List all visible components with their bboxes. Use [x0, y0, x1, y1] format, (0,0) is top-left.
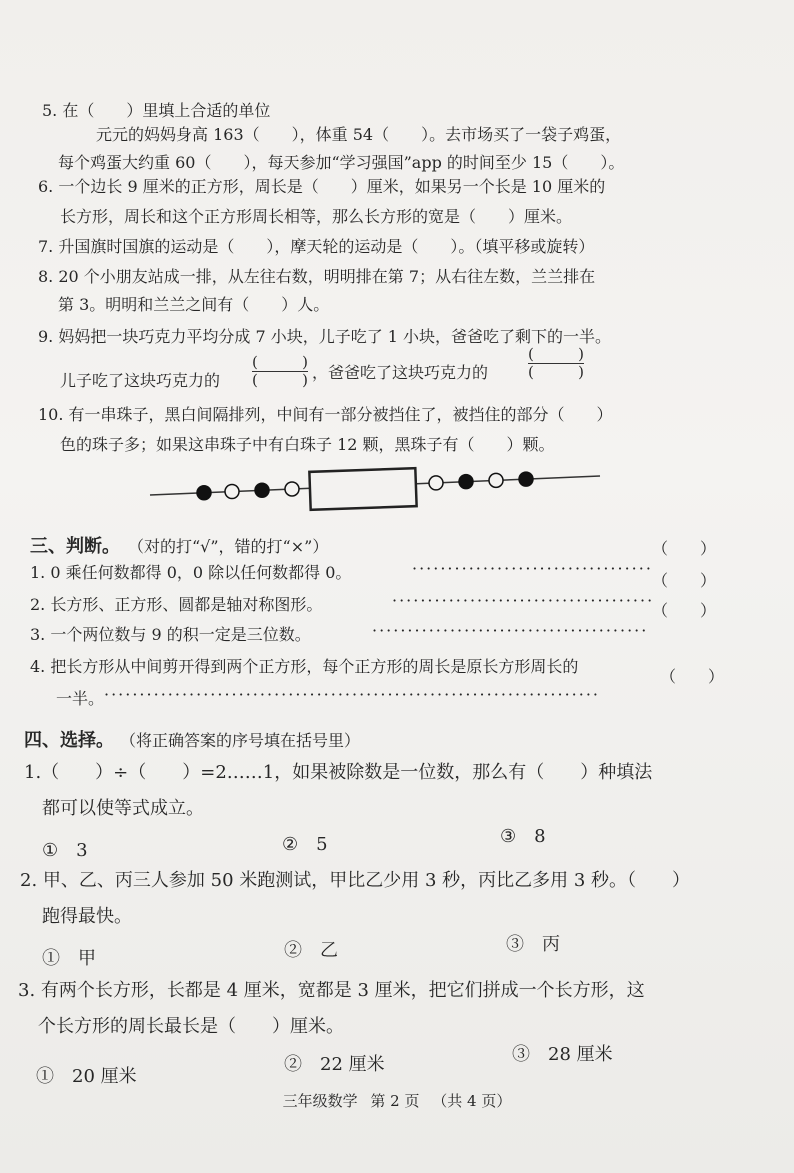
- white-bead: [285, 482, 299, 496]
- q5-line1: 5. 在（ ）里填上合适的单位: [42, 101, 271, 120]
- choice-q2-line1: 2. 甲、乙、丙三人参加 50 米跑测试，甲比乙少用 3 秒，丙比乙多用 3 秒。（ ）: [20, 870, 691, 891]
- q5-line3: 每个鸡蛋大约重 60（ ），每天参加“学习强国”app 的时间至少 15（ ）。: [58, 153, 625, 172]
- black-bead: [519, 472, 533, 486]
- frac-paren-open: (: [252, 353, 258, 371]
- section-choice-title: 四、选择。: [24, 730, 114, 751]
- choice-q1-option-1[interactable]: ① 3: [42, 840, 88, 861]
- choice-q1-option-2[interactable]: ② 5: [282, 834, 328, 855]
- black-bead: [255, 483, 269, 497]
- choice-q2-option-3[interactable]: ③ 丙: [506, 934, 560, 955]
- frac-paren-close: ): [578, 345, 584, 363]
- footer-page-number: 第 2 页: [370, 1092, 420, 1110]
- judge-item-3: 3. 一个两位数与 9 的积一定是三位数。: [30, 625, 311, 644]
- footer-total-pages: （共 4 页）: [432, 1092, 512, 1110]
- white-bead: [225, 485, 239, 499]
- page-footer: [0, 1090, 794, 1111]
- judge-dots-2: ·····································: [392, 591, 655, 610]
- section-judge-instruction: （对的打“√”，错的打“×”）: [128, 537, 329, 556]
- judge-paren-4: （ ）: [660, 667, 725, 686]
- q9-line2a: 儿子吃了这块巧克力的: [60, 371, 221, 390]
- q6-line1: 6. 一个边长 9 厘米的正方形，周长是（ ）厘米，如果另一个长是 10 厘米的: [38, 177, 606, 196]
- choice-q2-line2: 跑得最快。: [42, 906, 132, 927]
- q10-line1: 10. 有一串珠子，黑白间隔排列，中间有一部分被挡住了，被挡住的部分（ ）: [38, 405, 613, 424]
- judge-paren-2: （ ）: [652, 571, 717, 590]
- choice-q3-option-1[interactable]: ① 20 厘米: [36, 1066, 137, 1087]
- judge-dots-3: ·······································: [372, 621, 649, 640]
- judge-paren-3: （ ）: [652, 601, 717, 620]
- bead-cover-box: [309, 468, 416, 510]
- choice-q3-option-3[interactable]: ③ 28 厘米: [512, 1044, 613, 1065]
- black-bead: [197, 486, 211, 500]
- judge-dots-4: ······································································: [104, 685, 601, 704]
- black-bead: [459, 475, 473, 489]
- q8-line2: 第 3。明明和兰兰之间有（ ）人。: [58, 295, 330, 314]
- q8-line1: 8. 20 个小朋友站成一排，从左往右数，明明排在第 7；从右往左数，兰兰排在: [38, 267, 596, 286]
- choice-q2-option-1[interactable]: ① 甲: [42, 948, 96, 969]
- footer-subject: 三年级数学: [282, 1092, 358, 1110]
- judge-paren-1: （ ）: [652, 539, 717, 558]
- judge-item-4-cont: 一半。: [56, 689, 105, 708]
- frac-paren-open: (: [252, 371, 258, 389]
- judge-dots-1: ··································: [412, 559, 653, 578]
- choice-q2-option-2[interactable]: ② 乙: [284, 940, 338, 961]
- choice-q1-line1: 1.（ ）÷（ ）=2……1，如果被除数是一位数，那么有（ ）种填法: [24, 762, 653, 783]
- frac-paren-close: ): [302, 353, 308, 371]
- white-bead: [489, 473, 503, 487]
- frac-paren-close: ): [302, 371, 308, 389]
- frac-paren-open: (: [528, 363, 534, 381]
- choice-q3-line1: 3. 有两个长方形，长都是 4 厘米，宽都是 3 厘米，把它们拼成一个长方形，这: [18, 980, 645, 1001]
- section-choice-instruction: （将正确答案的序号填在括号里）: [120, 731, 361, 750]
- q9-line2b: ，爸爸吃了这块巧克力的: [312, 363, 489, 382]
- choice-q1-line2: 都可以使等式成立。: [42, 798, 204, 819]
- frac-paren-close: ): [578, 363, 584, 381]
- q9-line1: 9. 妈妈把一块巧克力平均分成 7 小块，儿子吃了 1 小块，爸爸吃了剩下的一半。: [38, 327, 612, 346]
- q7-line1: 7. 升国旗时国旗的运动是（ ），摩天轮的运动是（ ）。（填平移或旋转）: [38, 237, 595, 256]
- judge-item-1: 1. 0 乘任何数都得 0，0 除以任何数都得 0。: [30, 563, 352, 582]
- q5-line2: 元元的妈妈身高 163（ ），体重 54（ ）。去市场买了一袋子鸡蛋，: [96, 125, 622, 144]
- white-bead: [429, 476, 443, 490]
- section-judge-title: 三、判断。: [30, 536, 120, 557]
- q10-line2: 色的珠子多；如果这串珠子中有白珠子 12 颗，黑珠子有（ ）颗。: [60, 435, 555, 454]
- judge-item-2: 2. 长方形、正方形、圆都是轴对称图形。: [30, 595, 323, 614]
- judge-item-4: 4. 把长方形从中间剪开得到两个正方形，每个正方形的周长是原长方形周长的: [30, 657, 579, 676]
- choice-q3-line2: 个长方形的周长最长是（ ）厘米。: [38, 1016, 344, 1037]
- q6-line2: 长方形，周长和这个正方形周长相等，那么长方形的宽是（ ）厘米。: [60, 207, 573, 226]
- frac-paren-open: (: [528, 345, 534, 363]
- choice-q1-option-3[interactable]: ③ 8: [500, 826, 546, 847]
- choice-q3-option-2[interactable]: ② 22 厘米: [284, 1054, 385, 1075]
